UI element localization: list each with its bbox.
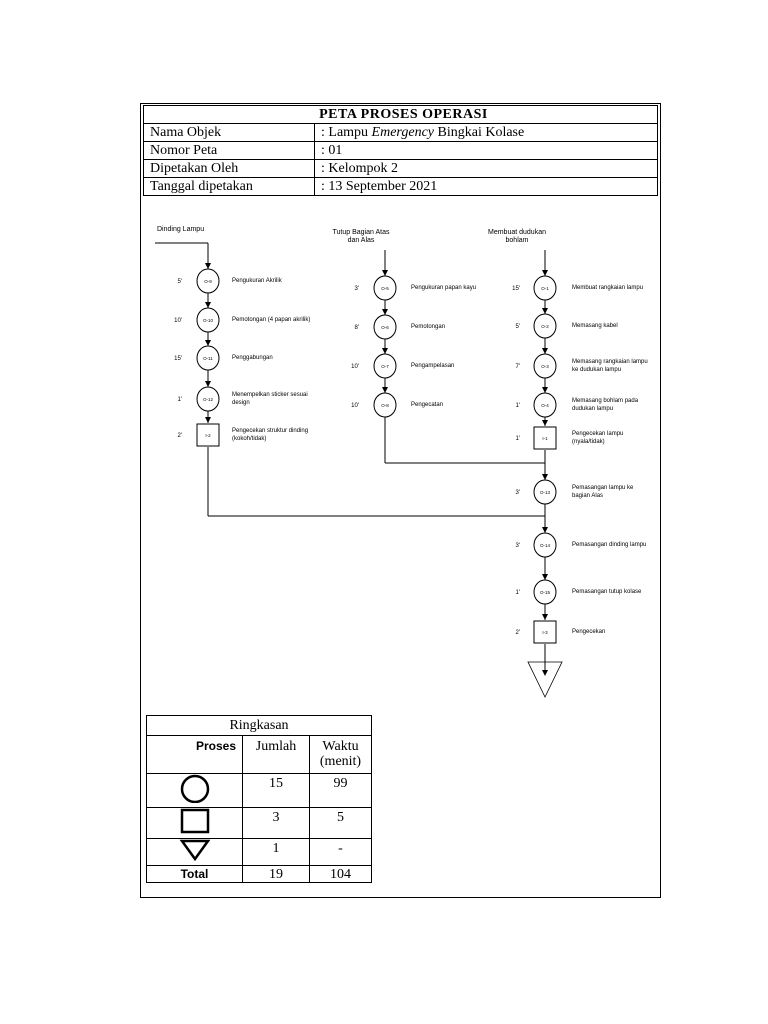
step-time: 15' (512, 286, 520, 292)
step-description: Memasang rangkaian lampu (572, 359, 648, 365)
triangle-icon (175, 839, 215, 861)
step-time: 2' (515, 630, 520, 636)
symbol-code: O-5 (381, 286, 389, 291)
symbol-code: I-1 (542, 436, 548, 441)
step-time: 8' (354, 325, 359, 331)
summary-total-waktu: 104 (310, 866, 372, 883)
page-title: PETA PROSES OPERASI (144, 106, 658, 124)
summary-waktu-inspection: 5 (310, 808, 372, 839)
arrow-head (542, 527, 548, 533)
symbol-code: O-3 (541, 364, 549, 369)
step-time: 3' (515, 543, 520, 549)
summary-total-jumlah: 19 (243, 866, 310, 883)
step-description: Pemotongan (411, 324, 446, 330)
label-nama-objek: Nama Objek (144, 124, 315, 142)
step-description: Memasang bohlam pada (572, 398, 639, 404)
symbol-code: O-7 (381, 364, 389, 369)
arrow-head (542, 348, 548, 354)
label-nomor-peta: Nomor Peta (144, 142, 315, 160)
arrow-head (382, 387, 388, 393)
value-nama-objek: : Lampu Emergency Bingkai Kolase (315, 124, 658, 142)
step-description: Pengecekan lampu (572, 431, 624, 437)
summary-symbol-operation (147, 774, 243, 808)
step-description: (nyala/tidak) (572, 439, 605, 445)
step-time: 1' (177, 397, 182, 403)
symbol-code: O-2 (541, 324, 549, 329)
arrow-head (542, 270, 548, 276)
step-time: 5' (515, 324, 520, 330)
summary-jumlah-inspection: 3 (243, 808, 310, 839)
arrow-head (382, 270, 388, 276)
summary-table (146, 715, 372, 883)
arrow-head (205, 340, 211, 346)
column-title: Dinding Lampu (157, 226, 205, 233)
step-description: Pengampelasan (411, 363, 455, 369)
arrow-head (382, 309, 388, 315)
step-time: 10' (351, 364, 359, 370)
arrow-head (205, 302, 211, 308)
summary-title: Ringkasan (147, 716, 372, 736)
arrow-head (205, 381, 211, 387)
step-description: Pemotongan (4 papan akrilik) (232, 317, 311, 323)
symbol-code: O-14 (539, 543, 551, 548)
step-description: Memasang kabel (572, 323, 618, 329)
arrow-head (205, 263, 211, 269)
circle-icon (175, 774, 215, 803)
arrow-head (542, 614, 548, 620)
arrow-head (205, 417, 211, 423)
step-description: Pengecekan struktur dinding (232, 428, 309, 434)
column-title: Tutup Bagian Atas (332, 229, 390, 236)
symbol-code: O-13 (539, 490, 551, 495)
arrow-head (542, 574, 548, 580)
arrow-head (542, 670, 548, 676)
summary-jumlah-storage: 1 (243, 839, 310, 866)
label-dipetakan-oleh: Dipetakan Oleh (144, 160, 315, 178)
step-time: 10' (174, 318, 182, 324)
arrow-head (542, 387, 548, 393)
symbol-code: O-12 (202, 397, 214, 402)
summary-col-jumlah: Jumlah (243, 736, 310, 774)
symbol-code: O-1 (541, 286, 549, 291)
step-time: 1' (515, 436, 520, 442)
step-time: 10' (351, 403, 359, 409)
symbol-code: O-6 (381, 325, 389, 330)
summary-symbol-storage (147, 839, 243, 866)
symbol-code: O-8 (381, 403, 389, 408)
symbol-code: O-9 (204, 279, 212, 284)
step-time: 1' (515, 590, 520, 596)
summary-total-label: Total (147, 866, 243, 883)
square-icon (175, 808, 215, 834)
summary-symbol-inspection (147, 808, 243, 839)
step-time: 7' (515, 364, 520, 370)
summary-col-waktu: Waktu (menit) (310, 736, 372, 774)
step-description: Menempelkan sticker sesuai (232, 392, 308, 398)
column-title: dan Alas (347, 237, 375, 244)
arrow-head (542, 420, 548, 426)
column-title: Membuat dudukan (488, 229, 546, 236)
step-time: 2' (177, 433, 182, 439)
step-description: (kokoh/tidak) (232, 436, 267, 442)
arrow-head (542, 474, 548, 480)
symbol-code: I-3 (542, 630, 548, 635)
summary-jumlah-operation: 15 (243, 774, 310, 808)
step-description: Pengukuran Akrilik (232, 278, 282, 284)
symbol-code: O-4 (541, 403, 549, 408)
step-description: Pengukuran papan kayu (411, 285, 477, 291)
step-description: ke dudukan lampu (572, 367, 622, 373)
column-title: bohlam (505, 237, 529, 244)
symbol-code: O-10 (202, 318, 214, 323)
arrow-head (382, 348, 388, 354)
step-description: dudukan lampu (572, 406, 614, 412)
step-time: 3' (354, 286, 359, 292)
summary-waktu-storage: - (310, 839, 372, 866)
label-tanggal: Tanggal dipetakan (144, 178, 315, 196)
step-description: Penggabungan (232, 355, 273, 361)
step-description: Pemasangan dinding lampu (572, 542, 647, 548)
value-nomor-peta: : 01 (315, 142, 658, 160)
step-description: Pemasangan tutup kolase (572, 589, 642, 595)
value-tanggal: : 13 September 2021 (315, 178, 658, 196)
arrow-head (542, 308, 548, 314)
step-description: Pemasangan lampu ke (572, 485, 634, 491)
step-description: bagian Alas (572, 493, 604, 499)
step-time: 3' (515, 490, 520, 496)
step-description: design (232, 400, 250, 406)
step-description: Pengecatan (411, 402, 444, 408)
step-description: Pengecekan (572, 629, 606, 635)
step-time: 5' (177, 279, 182, 285)
value-dipetakan-oleh: : Kelompok 2 (315, 160, 658, 178)
symbol-code: O-15 (539, 590, 551, 595)
symbol-code: O-11 (203, 356, 213, 361)
step-time: 1' (515, 403, 520, 409)
summary-waktu-operation: 99 (310, 774, 372, 808)
step-description: Membuat rangkaian lampu (572, 285, 644, 291)
step-time: 15' (174, 356, 182, 362)
symbol-code: I-2 (205, 433, 211, 438)
summary-col-proses: Proses (147, 736, 243, 774)
